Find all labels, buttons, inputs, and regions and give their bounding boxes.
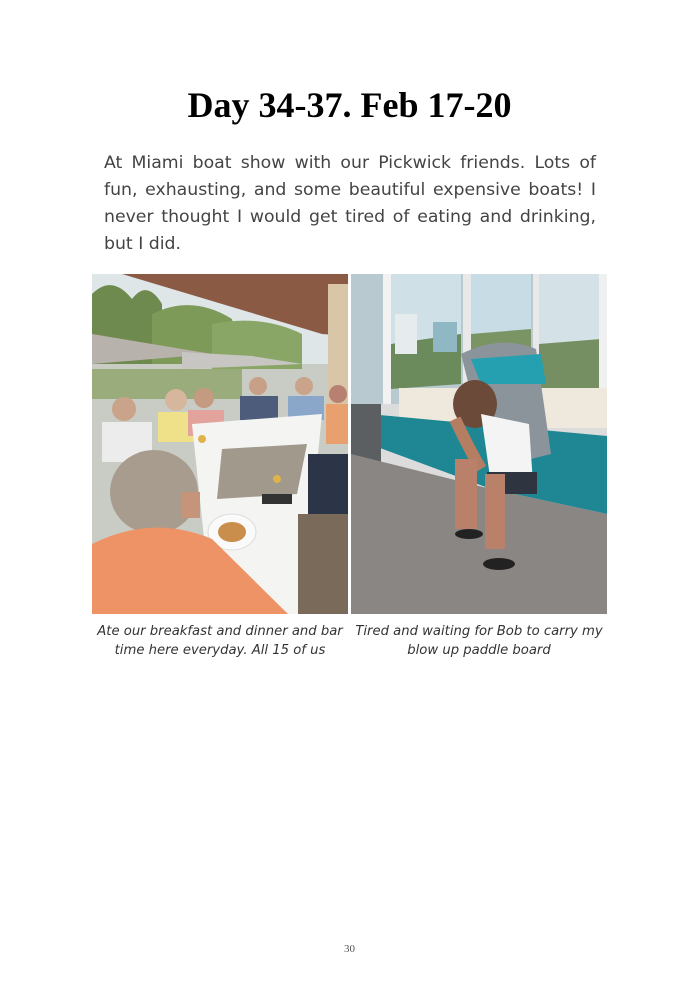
body-paragraph: At Miami boat show with our Pickwick friends. Lots of fun, exhausting, and some beautiful expensive boats! I never thought I would get tired of eating and drinking, but I did. [104,153,596,254]
photo-restaurant-group [92,274,348,614]
page-number: 30 [344,943,355,955]
caption-waiting-bench: Tired and waiting for Bob to carry my blow up paddle board [355,624,603,658]
photo-waiting-bench [351,274,607,614]
caption-restaurant-group: Ate our breakfast and dinner and bar time here everyday. All 15 of us [97,624,343,658]
page-title: Day 34-37. Feb 17-20 [187,85,512,125]
